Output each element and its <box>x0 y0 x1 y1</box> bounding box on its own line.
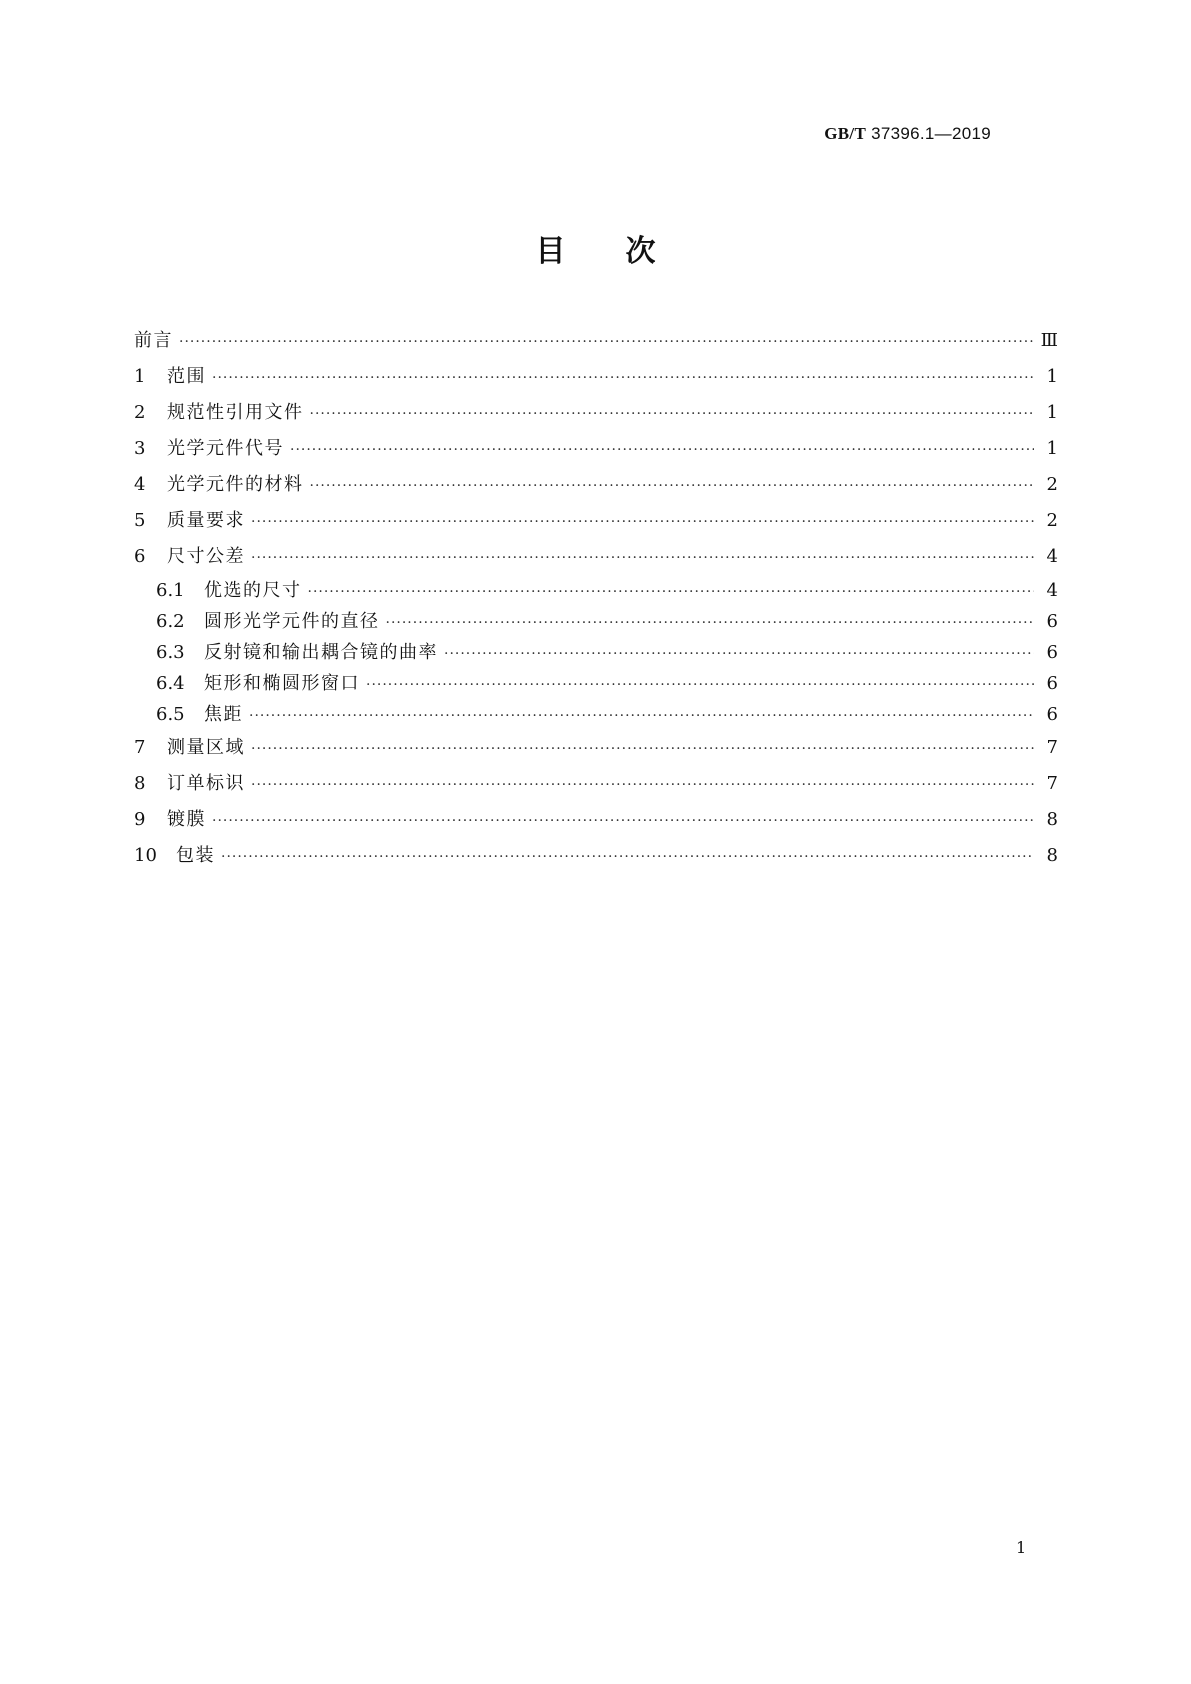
footer-page-number: 1 <box>1016 1538 1027 1557</box>
toc-entry-page: 4 <box>1046 580 1058 601</box>
toc-entry-number: 10 <box>134 845 157 866</box>
toc-entry-number: 2 <box>134 402 146 423</box>
toc-leader-dots <box>251 504 1034 540</box>
toc-entry-page: 1 <box>1046 402 1058 423</box>
toc-entry[interactable] <box>134 802 1058 838</box>
toc-entry[interactable] <box>134 575 1058 606</box>
toc-entry-page: 4 <box>1046 546 1058 567</box>
toc-leader-dots <box>290 432 1034 468</box>
toc-entry-number: 6.2 <box>156 611 185 632</box>
toc-entry[interactable] <box>134 431 1058 467</box>
toc-entry-page: 2 <box>1046 510 1058 531</box>
toc-entry-page: Ⅲ <box>1040 330 1058 351</box>
toc-entry-number: 4 <box>134 474 146 495</box>
toc-entry[interactable] <box>134 323 1058 359</box>
toc-entry[interactable] <box>134 539 1058 575</box>
toc-leader-dots <box>444 639 1034 670</box>
toc-entry-number: 6.4 <box>156 673 185 694</box>
toc-entry-page: 1 <box>1046 366 1058 387</box>
toc-entry-page: 1 <box>1046 438 1058 459</box>
toc-leader-dots <box>366 670 1034 701</box>
standard-code <box>824 124 991 144</box>
toc-entry-number: 5 <box>134 510 146 531</box>
toc-entry-page: 2 <box>1046 474 1058 495</box>
toc-entry-number: 8 <box>134 773 146 794</box>
toc-entry-label: 规范性引用文件 <box>167 402 304 423</box>
toc-entry[interactable] <box>134 606 1058 637</box>
toc-entry-number: 6.1 <box>156 580 185 601</box>
toc-entry-label: 质量要求 <box>167 510 245 531</box>
toc-entry-label: 焦距 <box>204 704 243 725</box>
toc-entry[interactable] <box>134 838 1058 874</box>
toc-entry-label: 光学元件代号 <box>167 438 284 459</box>
toc-entry-label: 矩形和椭圆形窗口 <box>204 673 360 694</box>
standard-number: 37396.1—2019 <box>871 124 991 143</box>
standard-prefix: GB/T <box>824 124 867 143</box>
toc-leader-dots <box>310 468 1035 504</box>
toc-entry-page: 6 <box>1046 673 1058 694</box>
toc-leader-dots <box>179 324 1034 360</box>
toc-entry[interactable] <box>134 637 1058 668</box>
toc-leader-dots <box>386 608 1035 639</box>
toc-entry-label: 范围 <box>167 366 206 387</box>
toc-entry-label: 圆形光学元件的直径 <box>204 611 380 632</box>
toc-entry-number: 9 <box>134 809 146 830</box>
toc-entry-number: 6 <box>134 546 146 567</box>
toc-entry-page: 6 <box>1046 642 1058 663</box>
toc-entry-number: 6.5 <box>156 704 185 725</box>
toc-entry-number: 1 <box>134 366 146 387</box>
toc-entry-number: 3 <box>134 438 146 459</box>
toc-entry[interactable] <box>134 359 1058 395</box>
toc-entry[interactable] <box>134 395 1058 431</box>
toc-leader-dots <box>251 731 1034 767</box>
toc-entry-label: 优选的尺寸 <box>204 580 302 601</box>
toc-entry-page: 6 <box>1046 704 1058 725</box>
toc-entry-page: 8 <box>1046 809 1058 830</box>
toc-leader-dots <box>249 701 1034 732</box>
toc-entry[interactable] <box>134 503 1058 539</box>
toc-entry[interactable] <box>134 467 1058 503</box>
toc-entry-label: 光学元件的材料 <box>167 474 304 495</box>
toc-entry-page: 7 <box>1046 737 1058 758</box>
toc-entry[interactable] <box>134 730 1058 766</box>
toc-entry-label: 包装 <box>176 845 215 866</box>
toc-entry[interactable] <box>134 699 1058 730</box>
toc-entry-label: 尺寸公差 <box>167 546 245 567</box>
toc-leader-dots <box>310 396 1035 432</box>
toc-leader-dots <box>212 803 1034 839</box>
toc-entry-label: 镀膜 <box>167 809 206 830</box>
toc-entry-label: 订单标识 <box>167 773 245 794</box>
toc-entry-number: 6.3 <box>156 642 185 663</box>
toc-entry-label: 测量区域 <box>167 737 245 758</box>
toc-entry-label: 前言 <box>134 330 173 351</box>
toc-leader-dots <box>251 767 1034 803</box>
toc-title: 目次 <box>535 234 716 269</box>
toc-entry-page: 8 <box>1046 845 1058 866</box>
toc-leader-dots <box>251 540 1034 576</box>
toc-entry-page: 7 <box>1046 773 1058 794</box>
toc-leader-dots <box>308 577 1035 608</box>
table-of-contents <box>134 323 1058 874</box>
toc-entry[interactable] <box>134 668 1058 699</box>
toc-leader-dots <box>212 360 1034 396</box>
toc-entry[interactable] <box>134 766 1058 802</box>
toc-leader-dots <box>221 839 1034 875</box>
toc-entry-number: 7 <box>134 737 146 758</box>
toc-entry-page: 6 <box>1046 611 1058 632</box>
toc-entry-label: 反射镜和输出耦合镜的曲率 <box>204 642 438 663</box>
